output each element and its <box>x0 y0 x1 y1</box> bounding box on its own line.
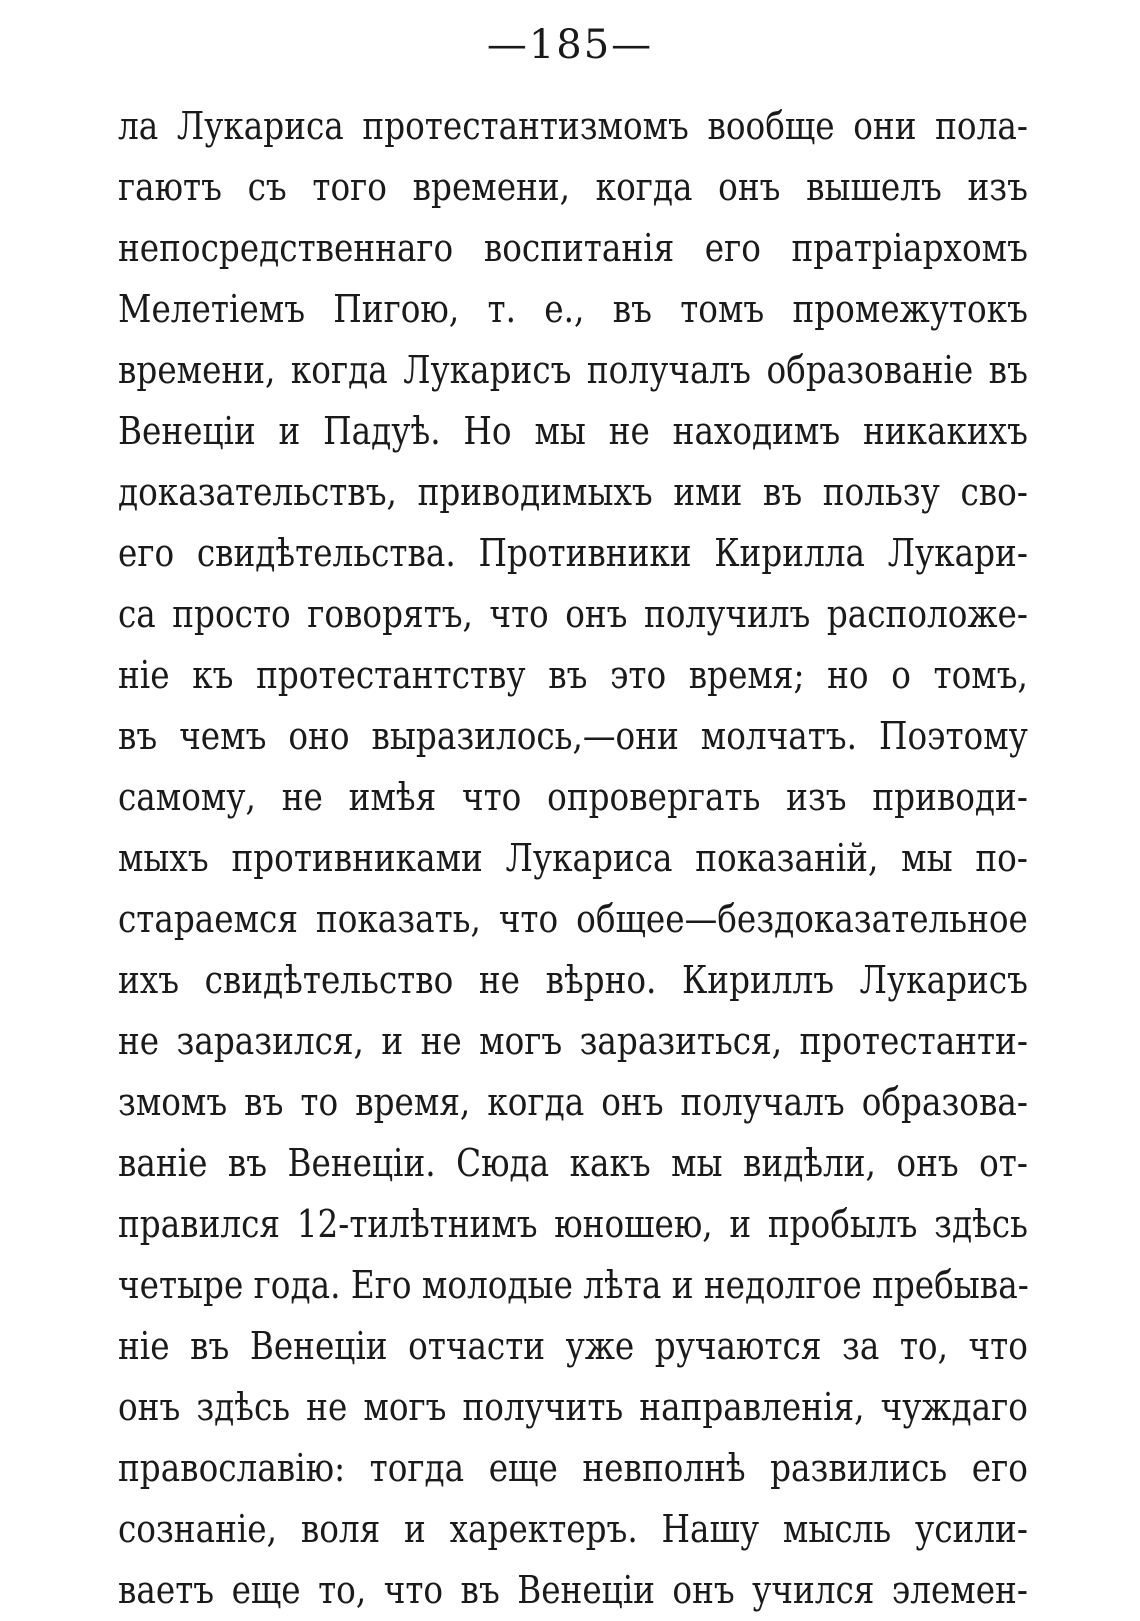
text-line: четыре года. Его молодые лѣта и недолгое пребыва- <box>118 1263 1029 1307</box>
page-number: —185— <box>486 22 654 68</box>
text-line: православію: тогда еще невполнѣ развились его <box>118 1446 1028 1490</box>
text-line: онъ здѣсь не могъ получить направленія, чуждаго <box>118 1385 1028 1429</box>
text-line: змомъ въ то время, когда онъ получалъ образова- <box>118 1080 1028 1124</box>
text-line: Венеціи и Падуѣ. Но мы не находимъ никакихъ <box>118 409 1028 453</box>
text-line: са просто говорятъ, что онъ получилъ расположе- <box>118 592 1028 636</box>
text-line: ваетъ еще то, что въ Венеціи онъ учился элемен- <box>118 1568 1028 1612</box>
text-line: непосредственнаго воспитанія его пратріархомъ <box>118 226 1028 270</box>
text-line: самому, не имѣя что опровергать изъ приводи- <box>118 775 1028 819</box>
text-line: ніе къ протестантству въ это время; но о томъ, <box>118 653 1028 697</box>
text-line: ихъ свидѣтельство не вѣрно. Кириллъ Лукарисъ <box>118 958 1028 1002</box>
text-line: времени, когда Лукарисъ получалъ образованіе въ <box>118 348 1028 392</box>
text-line: ла Лукариса протестантизмомъ вообще они пола- <box>118 104 1028 148</box>
text-line: сознаніе, воля и харектеръ. Нашу мысль усили- <box>118 1507 1028 1551</box>
text-line: его свидѣтельства. Противники Кирилла Лукари- <box>118 531 1028 575</box>
text-line: Мелетіемъ Пигою, т. е., въ томъ промежутокъ <box>118 287 1028 331</box>
text-line: старaемся показать, что общее—бездоказательное <box>118 897 1028 941</box>
body-text <box>118 96 1028 1621</box>
text-line: мыхъ противниками Лукариса показаній, мы по- <box>118 836 1028 880</box>
text-line: въ чемъ оно выразилось,—они молчатъ. Поэтому <box>118 714 1028 758</box>
text-line: не заразился, и не могъ заразиться, протестанти- <box>118 1019 1028 1063</box>
text-line: ваніе въ Венеціи. Сюда какъ мы видѣли, онъ от- <box>118 1141 1028 1185</box>
text-line: правился 12-тилѣтнимъ юношею, и пробылъ здѣсь <box>118 1202 1028 1246</box>
text-line: ніе въ Венеціи отчасти уже ручаются за то, что <box>118 1324 1028 1368</box>
text-line: гаютъ съ того времени, когда онъ вышелъ изъ <box>118 165 1028 209</box>
text-line: доказательствъ, приводимыхъ ими въ пользу сво- <box>118 470 1028 514</box>
